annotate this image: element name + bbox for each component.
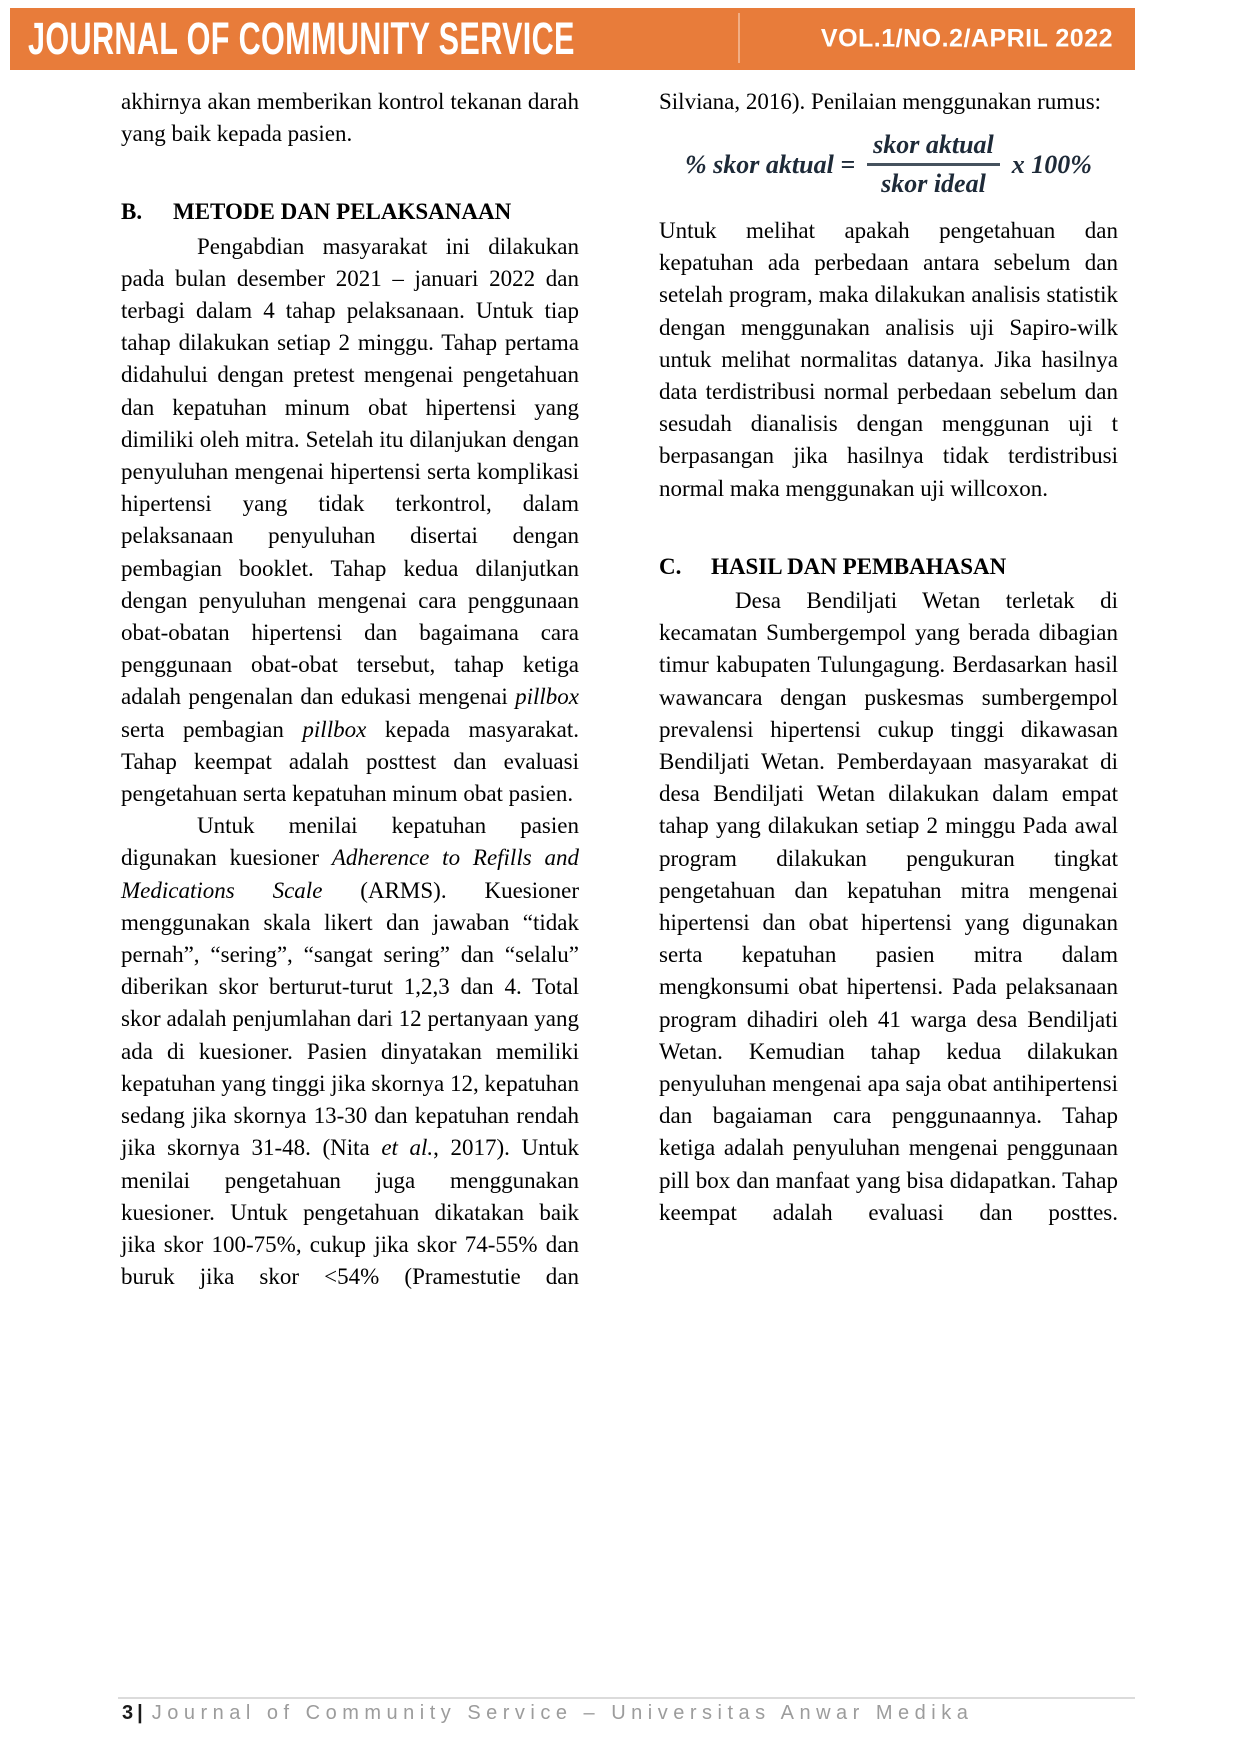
section-b-heading [121, 196, 579, 228]
page-footer [122, 1702, 973, 1725]
results-paragraph: Desa Bendiljati Wetan terletak di kecamatan Sumbergempol yang berada dibagian timur kabupaten Tulungagung. Berdasarkan hasil wawancara dengan puskesmas sumbergempol prevalensi hipertensi cukup tinggi dikawasan Bendiljati Wetan. Pemberdayaan masyarakat di desa Bendiljati Wetan dilakukan dalam empat tahap yang dilakukan setiap 2 minggu Pada awal program dilakukan pengukuran tingkat pengetahuan dan kepatuhan mitra mengenai hipertensi dan obat hipertensi yang digunakan serta kepatuhan pasien mitra dalam mengkonsumi obat hipertensi. Pada pelaksanaan program dihadiri oleh 41 warga desa Bendiljati Wetan. Kemudian tahap kedua dilakukan penyuluhan mengenai apa saja obat antihipertensi dan bagaiaman cara penggunaannya. Tahap ketiga adalah penyuluhan mengenai penggunaan pill box dan manfaat yang bisa didapatkan. Tahap keempat adalah evaluasi dan posttes. [659, 588, 1118, 1225]
footer-separator: | [137, 1702, 143, 1724]
page-number: 3 [122, 1702, 135, 1724]
section-c-title: HASIL DAN PEMBAHASAN [711, 553, 1007, 579]
footer-journal-name: Journal of Community Service – Universitas Anwar Medika [151, 1702, 974, 1724]
journal-header [10, 8, 1135, 70]
arms-paragraph: Untuk menilai kepatuhan pasien digunakan kuesioner Adherence to Refills and Medications Scale (ARMS). Kuesioner menggunakan skala likert dan jawaban “tidak pernah”, “sering”, “sangat sering” dan “selalu” diberikan skor berturut-turut 1,2,3 dan 4. Total skor adalah penjumlahan dari 12 pertanyaan yang ada di kuesioner. Pasien dinyatakan memiliki kepatuhan yang tinggi jika skornya 12, kepatuhan sedang jika skornya 13-30 dan kepatuhan rendah jika skornya 31-48. (Nita et al., 2017). Untuk menilai pengetahuan juga menggunakan kuesioner. Untuk pengetahuan dikatakan baik jika skor 100-75%, cukup jika skor 74-55% dan buruk jika skor <54% (Pramestutie dan [121, 813, 579, 1290]
statistics-paragraph: Untuk melihat apakah pengetahuan dan kepatuhan ada perbedaan antara sebelum dan setelah program, maka dilakukan analisis statistik dengan menggunakan analisis uji Sapiro-wilk untuk melihat normalitas datanya. Jika hasilnya data terdistribusi normal perbedaan sebelum dan sesudah dianalisis dengan menggunan uji t berpasangan jika hasilnya tidak terdistribusi normal maka menggunakan uji willcoxon. [659, 217, 1118, 501]
method-paragraph: Pengabdian masyarakat ini dilakukan pada bulan desember 2021 – januari 2022 dan terbagi dalam 4 tahap pelaksanaan. Untuk tiap tahap dilakukan setiap 2 minggu. Tahap pertama didahului dengan pretest mengenai pengetahuan dan kepatuhan minum obat hipertensi yang dimiliki oleh mitra. Setelah itu dilanjukan dengan penyuluhan mengenai hipertensi serta komplikasi hipertensi yang tidak terkontrol, dalam pelaksanaan penyuluhan disertai dengan pembagian booklet. Tahap kedua dilanjutkan dengan penyuluhan mengenai cara penggunaan obat-obatan hipertensi dan bagaimana cara penggunaan obat-obat tersebut, tahap ketiga adalah pengenalan dan edukasi mengenai pillbox serta pembagian pillbox kepada masyarakat. Tahap keempat adalah posttest dan evaluasi pengetahuan serta kepatuhan minum obat pasien. [121, 233, 579, 807]
formula-denominator: skor ideal [881, 169, 986, 199]
section-b-title: METODE DAN PELAKSANAAN [173, 199, 512, 225]
left-column [121, 86, 579, 1293]
issue-label: VOL.1/NO.2/APRIL 2022 [820, 24, 1113, 53]
header-divider [738, 13, 740, 63]
section-c-heading [659, 551, 1118, 583]
formula-rhs: x 100% [1011, 149, 1092, 179]
score-formula [659, 130, 1118, 199]
footer-rule [118, 1697, 1135, 1699]
right-column [659, 86, 1118, 1229]
journal-title: JOURNAL OF COMMUNITY SERVICE [28, 13, 575, 64]
formula-lhs: % skor aktual = [685, 149, 856, 179]
intro-paragraph-end: akhirnya akan memberikan kontrol tekanan darah yang baik kepada pasien. [121, 89, 579, 147]
formula-fraction [867, 130, 1000, 199]
section-b-number: B. [121, 199, 143, 225]
section-c-number: C. [659, 553, 682, 579]
continuation-paragraph: Silviana, 2016). Penilaian menggunakan rumus: [659, 89, 1102, 114]
formula-numerator: skor aktual [867, 130, 1000, 166]
